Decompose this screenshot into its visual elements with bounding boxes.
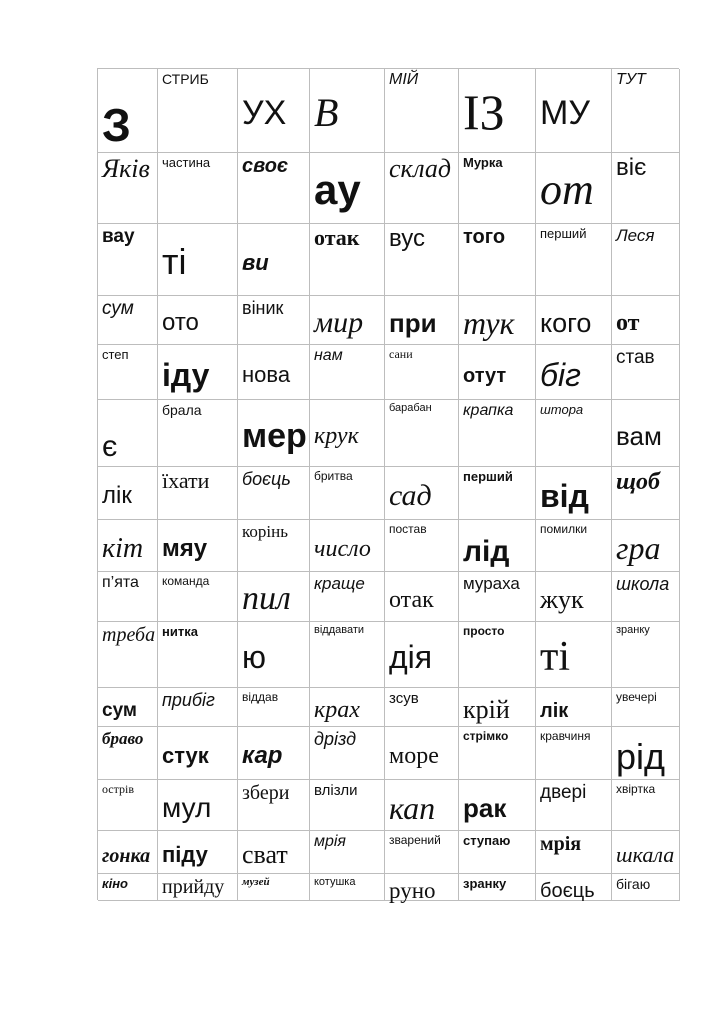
grid-cell	[459, 345, 536, 400]
grid-cell	[459, 520, 536, 572]
grid-cell	[238, 296, 310, 345]
grid-word: кравчиня	[540, 729, 591, 743]
grid-word: рід	[616, 736, 666, 777]
grid-word: бритва	[314, 469, 353, 483]
grid-word: ті	[162, 241, 187, 282]
grid-word: отак	[389, 587, 434, 613]
grid-cell	[98, 572, 158, 622]
grid-cell	[98, 831, 158, 874]
grid-cell	[612, 688, 680, 727]
grid-cell	[385, 69, 459, 153]
grid-word: кар	[242, 742, 283, 769]
grid-cell	[612, 400, 680, 467]
grid-word: тук	[463, 305, 515, 341]
grid-word: от	[616, 310, 640, 336]
grid-cell	[459, 780, 536, 831]
grid-cell	[310, 572, 385, 622]
grid-cell	[536, 572, 612, 622]
grid-word: треба	[102, 624, 156, 646]
grid-word: вус	[389, 225, 425, 252]
grid-cell	[310, 153, 385, 224]
grid-cell	[536, 874, 612, 901]
grid-cell	[459, 296, 536, 345]
grid-cell	[612, 727, 680, 780]
grid-word: ю	[242, 639, 266, 675]
grid-cell	[238, 69, 310, 153]
grid-word: сум	[102, 298, 134, 319]
grid-word: брала	[162, 402, 202, 418]
grid-cell	[459, 400, 536, 467]
grid-word: музей	[242, 876, 270, 888]
grid-word: піду	[162, 842, 208, 867]
grid-word: перший	[540, 226, 587, 241]
grid-cell	[385, 572, 459, 622]
grid-cell	[459, 688, 536, 727]
grid-cell	[459, 467, 536, 520]
grid-word: дрізд	[314, 729, 357, 749]
grid-cell	[612, 69, 680, 153]
grid-word: крук	[314, 423, 359, 449]
grid-cell	[612, 622, 680, 688]
grid-word: дія	[389, 639, 433, 675]
grid-word: Мурка	[463, 155, 503, 170]
grid-word: віддавати	[314, 624, 365, 636]
grid-cell	[238, 224, 310, 296]
grid-word: корінь	[242, 522, 288, 541]
grid-cell	[158, 400, 238, 467]
grid-cell	[310, 400, 385, 467]
grid-word: команда	[162, 574, 210, 588]
grid-cell	[310, 69, 385, 153]
grid-word: п’ята	[102, 574, 139, 591]
grid-cell	[310, 224, 385, 296]
grid-word: гра	[616, 530, 661, 566]
grid-cell	[98, 153, 158, 224]
grid-word: школа	[616, 574, 670, 594]
grid-word: помилки	[540, 522, 588, 536]
grid-cell	[385, 345, 459, 400]
grid-cell	[612, 224, 680, 296]
grid-cell	[310, 780, 385, 831]
grid-cell	[536, 622, 612, 688]
grid-cell	[612, 831, 680, 874]
grid-cell	[98, 874, 158, 901]
grid-cell	[158, 688, 238, 727]
grid-cell	[385, 224, 459, 296]
grid-cell	[158, 345, 238, 400]
grid-cell	[158, 874, 238, 901]
grid-word: хвіртка	[616, 782, 656, 796]
grid-cell	[158, 780, 238, 831]
grid-word: двері	[540, 782, 587, 803]
grid-cell	[98, 400, 158, 467]
grid-cell	[536, 727, 612, 780]
grid-word: сад	[389, 479, 432, 512]
grid-cell	[238, 345, 310, 400]
grid-cell	[612, 520, 680, 572]
grid-word: шкала	[616, 842, 675, 867]
grid-word: стук	[162, 743, 209, 768]
grid-cell	[310, 727, 385, 780]
grid-word: мрія	[540, 833, 582, 855]
grid-word: рак	[463, 793, 507, 823]
grid-cell	[238, 780, 310, 831]
grid-cell	[238, 400, 310, 467]
grid-word: краще	[314, 574, 365, 593]
grid-word: ау	[314, 166, 361, 213]
grid-cell	[98, 780, 158, 831]
grid-cell	[98, 520, 158, 572]
grid-word: лік	[102, 482, 132, 509]
grid-cell	[536, 69, 612, 153]
grid-cell	[98, 467, 158, 520]
grid-word: штора	[540, 402, 584, 417]
grid-cell	[158, 296, 238, 345]
grid-cell	[612, 345, 680, 400]
grid-word: руно	[389, 878, 436, 903]
grid-cell	[310, 831, 385, 874]
grid-word: кап	[389, 790, 436, 826]
grid-cell	[385, 688, 459, 727]
grid-cell	[612, 467, 680, 520]
grid-cell	[459, 69, 536, 153]
grid-word: степ	[102, 347, 129, 362]
grid-word: зварений	[389, 833, 441, 847]
grid-cell	[158, 467, 238, 520]
grid-cell	[238, 874, 310, 901]
grid-word: прибіг	[162, 690, 215, 710]
grid-cell	[158, 572, 238, 622]
grid-word: бігаю	[616, 876, 651, 892]
grid-word: число	[314, 536, 371, 562]
grid-word: острів	[102, 782, 135, 796]
grid-word: віник	[242, 298, 284, 318]
grid-cell	[385, 400, 459, 467]
grid-cell	[238, 622, 310, 688]
word-grid	[97, 68, 679, 903]
grid-word: віддав	[242, 690, 279, 704]
grid-cell	[98, 224, 158, 296]
grid-word: своє	[242, 155, 289, 177]
grid-word: от	[540, 165, 594, 214]
grid-cell	[238, 688, 310, 727]
grid-word: лік	[540, 700, 569, 722]
grid-word: гонка	[102, 845, 151, 867]
grid-cell	[310, 688, 385, 727]
grid-word: зранку	[616, 624, 650, 636]
grid-word: просто	[463, 624, 505, 638]
grid-cell	[310, 296, 385, 345]
grid-cell	[238, 831, 310, 874]
grid-word: є	[102, 430, 118, 463]
grid-cell	[536, 224, 612, 296]
grid-word: кіт	[102, 533, 144, 564]
grid-word: зранку	[463, 876, 507, 891]
grid-word: вам	[616, 421, 662, 451]
grid-cell	[310, 622, 385, 688]
grid-cell	[459, 831, 536, 874]
grid-cell	[385, 831, 459, 874]
grid-word: іду	[162, 357, 210, 393]
grid-cell	[238, 572, 310, 622]
grid-cell	[385, 780, 459, 831]
grid-word: ТУТ	[616, 71, 646, 88]
grid-cell	[536, 296, 612, 345]
grid-word: склад	[389, 154, 452, 183]
grid-word: ступаю	[463, 833, 511, 848]
grid-word: крах	[314, 697, 360, 723]
grid-word: сани	[389, 347, 413, 361]
grid-cell	[459, 572, 536, 622]
grid-cell	[536, 400, 612, 467]
grid-word: постав	[389, 522, 427, 536]
grid-word: МІЙ	[389, 71, 419, 88]
grid-word: мер	[242, 417, 307, 455]
grid-word: перший	[463, 469, 513, 484]
grid-cell	[98, 727, 158, 780]
grid-cell	[459, 224, 536, 296]
grid-word: став	[616, 347, 655, 368]
grid-word: крій	[463, 695, 510, 724]
grid-word: мул	[162, 792, 212, 823]
grid-cell	[238, 520, 310, 572]
grid-cell	[238, 727, 310, 780]
grid-word: збери	[242, 782, 290, 804]
grid-word: нам	[314, 347, 343, 364]
grid-cell	[385, 874, 459, 901]
grid-cell	[612, 780, 680, 831]
grid-cell	[459, 622, 536, 688]
grid-cell	[385, 727, 459, 780]
grid-word: біг	[540, 357, 581, 393]
grid-cell	[98, 688, 158, 727]
grid-cell	[536, 345, 612, 400]
grid-cell	[612, 153, 680, 224]
grid-word: вау	[102, 226, 135, 247]
grid-cell	[536, 153, 612, 224]
grid-word: кого	[540, 308, 592, 338]
grid-cell	[385, 622, 459, 688]
grid-word: ІЗ	[463, 84, 505, 140]
grid-word: влізли	[314, 782, 358, 799]
grid-word: ото	[162, 309, 199, 336]
grid-cell	[310, 874, 385, 901]
grid-word: мяу	[162, 535, 208, 562]
grid-word: зсув	[389, 690, 419, 707]
grid-word: віє	[616, 154, 647, 181]
grid-word: лід	[463, 535, 510, 568]
grid-word: сват	[242, 840, 288, 869]
grid-cell	[238, 467, 310, 520]
grid-cell	[536, 831, 612, 874]
grid-cell	[385, 153, 459, 224]
grid-cell	[536, 780, 612, 831]
grid-cell	[98, 296, 158, 345]
grid-cell	[612, 296, 680, 345]
grid-cell	[536, 520, 612, 572]
grid-word: сум	[102, 700, 137, 721]
grid-word: нова	[242, 362, 291, 387]
grid-word: Яків	[102, 154, 150, 183]
grid-cell	[98, 622, 158, 688]
grid-cell	[612, 572, 680, 622]
grid-cell	[459, 727, 536, 780]
grid-cell	[310, 345, 385, 400]
grid-word: частина	[162, 155, 211, 170]
grid-word: Леся	[616, 226, 655, 245]
grid-cell	[158, 69, 238, 153]
grid-word: море	[389, 743, 439, 769]
grid-cell	[158, 831, 238, 874]
grid-word: УХ	[242, 94, 287, 132]
grid-word: їхати	[162, 468, 210, 493]
grid-word: щоб	[616, 469, 660, 495]
grid-word: крапка	[463, 402, 514, 419]
grid-cell	[310, 520, 385, 572]
grid-cell	[98, 69, 158, 153]
grid-word: нитка	[162, 624, 198, 639]
grid-cell	[459, 874, 536, 901]
grid-word: В	[314, 90, 339, 135]
grid-cell	[158, 727, 238, 780]
grid-word: отак	[314, 225, 360, 250]
grid-cell	[536, 467, 612, 520]
grid-word: стрімко	[463, 729, 509, 743]
grid-cell	[158, 153, 238, 224]
grid-word: З	[102, 99, 131, 151]
grid-cell	[385, 467, 459, 520]
grid-cell	[98, 345, 158, 400]
grid-word: МУ	[540, 94, 590, 132]
grid-word: боєць	[242, 469, 291, 489]
grid-word: кіно	[102, 876, 128, 891]
grid-word: СТРИБ	[162, 71, 209, 87]
grid-cell	[158, 622, 238, 688]
grid-word: котушка	[314, 876, 356, 888]
grid-word: барабан	[389, 402, 432, 414]
grid-word: ті	[540, 634, 571, 680]
grid-cell	[310, 467, 385, 520]
grid-cell	[459, 153, 536, 224]
grid-word: мураха	[463, 574, 520, 593]
grid-cell	[385, 296, 459, 345]
grid-word: жук	[540, 585, 584, 614]
grid-cell	[612, 874, 680, 901]
grid-word: боєць	[540, 880, 595, 902]
grid-word: ви	[242, 250, 269, 275]
grid-cell	[385, 520, 459, 572]
grid-word: отут	[463, 365, 507, 387]
grid-word: увечері	[616, 690, 657, 704]
grid-word: мир	[314, 306, 364, 339]
grid-word: від	[540, 478, 589, 514]
grid-word: при	[389, 308, 437, 338]
grid-word: прийду	[162, 876, 225, 898]
grid-cell	[158, 520, 238, 572]
grid-word: пил	[242, 580, 291, 617]
grid-cell	[158, 224, 238, 296]
grid-cell	[238, 153, 310, 224]
grid-word: мрія	[314, 833, 346, 850]
grid-cell	[536, 688, 612, 727]
grid-word: браво	[102, 729, 144, 748]
grid-word: того	[463, 226, 506, 248]
